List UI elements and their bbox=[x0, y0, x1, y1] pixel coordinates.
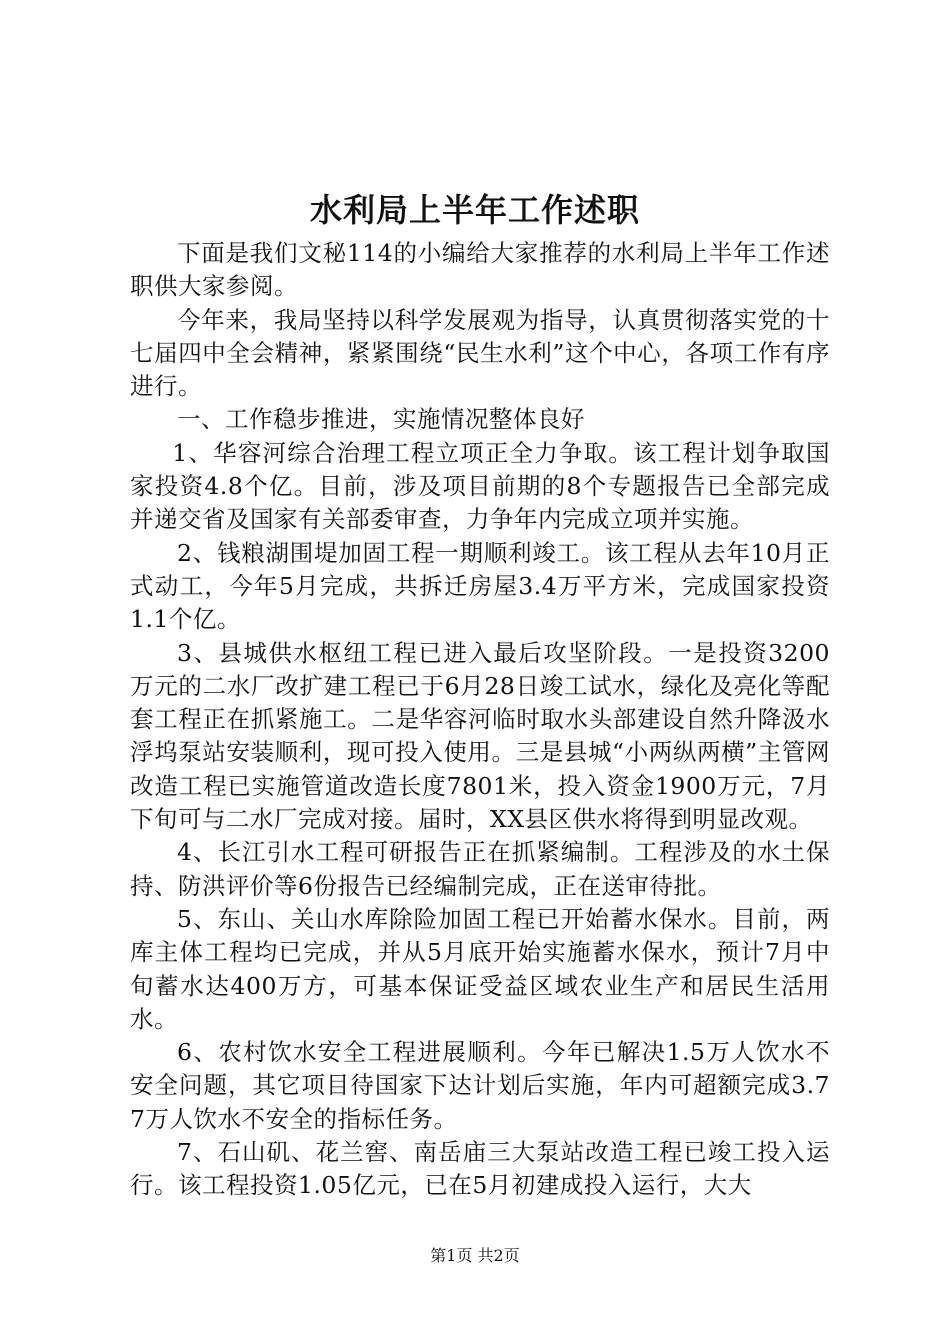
paragraph-item-2: 2、钱粮湖围堤加固工程一期顺利竣工。该工程从去年10月正式动工，今年5月完成，共拆迁房屋3.4万平方米，完成国家投资1.1个亿。 bbox=[130, 538, 830, 634]
document-title: 水利局上半年工作述职 bbox=[309, 191, 640, 229]
paragraph-item-3: 3、县城供水枢纽工程已进入最后攻坚阶段。一是投资3200万元的二水厂改扩建工程已于6月28日竣工试水，绿化及亮化等配套工程正在抓紧施工。二是华容河临时取水头部建设自然升降汲水浮坞泵站安装顺利，现可投入使用。三是县城“小两纵两横”主管网改造工程已实施管道改造长度7801米，投入资金1900万元，7月下旬可与二水厂完成对接。届时，XX县区供水将得到明显改观。 bbox=[130, 638, 830, 834]
paragraph-item-6: 6、农村饮水安全工程进展顺利。今年已解决1.5万人饮水不安全问题，其它项目待国家下达计划后实施，年内可超额完成3.77万人饮水不安全的指标任务。 bbox=[130, 1038, 830, 1133]
paragraph-item-7: 7、石山矶、花兰窖、南岳庙三大泵站改造工程已竣工投入运行。该工程投资1.05亿元，已在5月初建成投入运行，大大 bbox=[130, 1138, 830, 1200]
paragraph-item-5: 5、东山、关山水库除险加固工程已开始蓄水保水。目前，两库主体工程均已完成，并从5月底开始实施蓄水保水，预计7月中旬蓄水达400万方，可基本保证受益区域农业生产和居民生活用水。 bbox=[130, 904, 830, 1033]
paragraph-intro: 下面是我们文秘114的小编给大家推荐的水利局上半年工作述职供大家参阅。 bbox=[130, 239, 830, 301]
paragraph-item-4: 4、长江引水工程可研报告正在抓紧编制。工程涉及的水土保持、防洪评价等6份报告已经编制完成，正在送审待批。 bbox=[130, 838, 830, 900]
section-heading-1: 一、工作稳步推进，实施情况整体良好 bbox=[177, 405, 585, 434]
paragraph-item-1: 1、华容河综合治理工程立项正全力争取。该工程计划争取国家投资4.8个亿。目前，涉及项目前期的8个专题报告已全部完成并递交省及国家有关部委审查，力争年内完成立项并实施。 bbox=[130, 438, 830, 534]
page-footer: 第1页 共2页 bbox=[430, 1246, 520, 1265]
document-body bbox=[130, 237, 830, 1203]
paragraph-overview: 今年来，我局坚持以科学发展观为指导，认真贯彻落实党的十七届四中全会精神，紧紧围绕“民生水利”这个中心，各项工作有序进行。 bbox=[130, 305, 830, 401]
